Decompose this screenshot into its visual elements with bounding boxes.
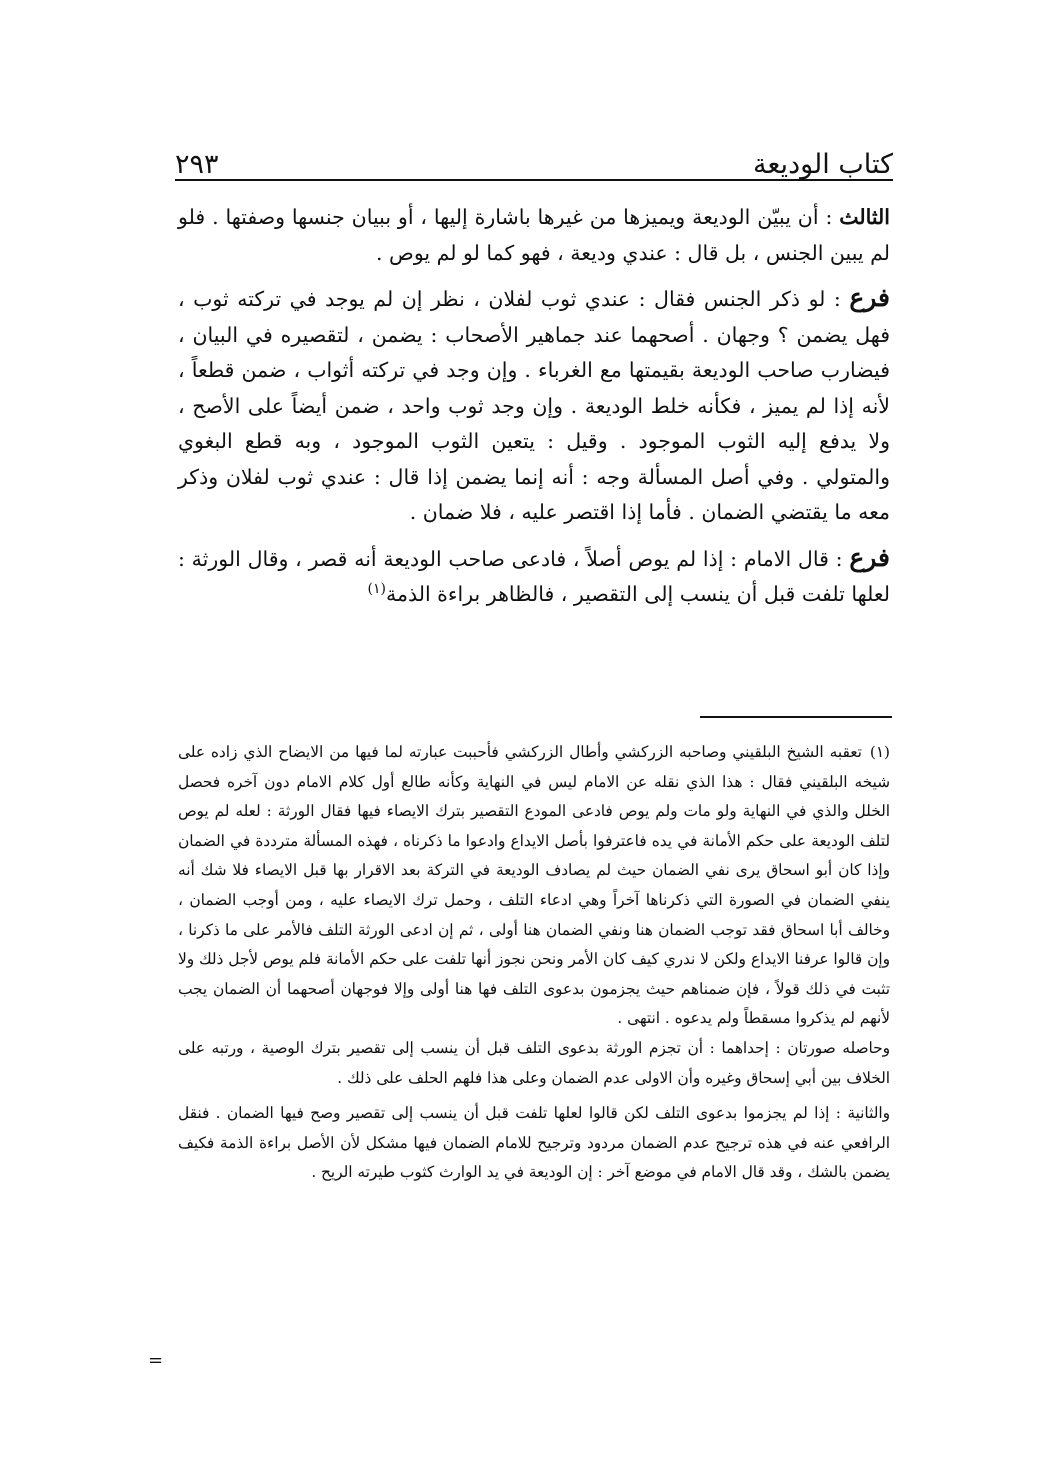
paragraph-text: : لو ذكر الجنس فقال : عندي ثوب لفلان ، نظر إن لم يوجد في تركته ثوب ، فهل يضمن ؟ وجهان . أصحهما عند جماهير الأصحاب : يضمن ، لتقصيره في البيان ، فيضارب صاحب الوديعة بقيمتها مع الغرباء . وإن وجد في تركته أثواب ، ضمن قطعاً ، لأنه إذا لم يميز ، فكأنه خلط الوديعة . وإن وجد ثوب واحد ، ضمن أيضاً على الأصح ، ولا يدفع إليه الثوب الموجود . وقيل : يتعين الثوب الموجود ، وبه قطع البغوي والمتولي . وفي أصل المسألة وجه : أنه إنما يضمن إذا قال : عندي ثوب لفلان وذكر معه ما يقتضي الضمان . فأما إذا اقتصر عليه ، فلا ضمان . <box>178 287 890 524</box>
header-rule <box>175 179 893 181</box>
paragraph-branch-2 <box>178 540 890 613</box>
paragraph-text: : أن يبيّن الوديعة ويميزها من غيرها باشارة إليها ، أو ببيان جنسها وصفتها . فلو لم يبين الجنس ، بل قال : عندي وديعة ، فهو كما لو لم يوص . <box>178 205 890 265</box>
footnote-text: وحاصله صورتان : إحداهما : أن تجزم الورثة بدعوى التلف قبل أن ينسب إلى تقصير بترك الوصية ، ورتبه على الخلاف بين أبي إسحاق وغيره وأن الاولى عدم الضمان وعلى هذا فلهم الحلف على ذلك . <box>178 1038 890 1087</box>
footnote-number: (١) <box>869 743 890 761</box>
page-header <box>175 138 893 178</box>
footnote-summary <box>178 1034 890 1093</box>
footnote-text: تعقبه الشيخ البلقيني وصاحبه الزركشي وأطال الزركشي فأحببت عبارته لما فيها من الايضاح الذي زاده على شيخه البلقيني فقال : هذا الذي نقله عن الامام ليس في النهاية وكأنه طالع أول كلام الامام دون آخره فحصل الخلل والذي في النهاية ولو مات ولم يوص فادعى المودع التقصير بترك الايصاء فيها فقال الورثة : لعله لم يوص لتلف الوديعة على حكم الأمانة في يده فاعترفوا بأصل الايداع وادعوا ما ذكرناه ، فهذه المسألة مترددة في الضمان وإذا كان أبو اسحاق يرى نفي الضمان حيث لم يصادف الوديعة في التركة بعد الاقرار بها قبل الايصاء فلا شك أنه ينفي الضمان في الصورة التي ذكرناها آخراً وهي ادعاء التلف ، وحمل ترك الايصاء عليه ، ومن أوجب الضمان ، وخالف أبا اسحاق فقد توجب الضمان هنا ونفي الضمان هنا أولى ، ثم إن ادعى الورثة التلف فالأمر على ما ذكرنا ، وإن قالوا عرفنا الايداع ولكن لا ندري كيف كان الأمر ونحن نجوز أنها تلفت على حكم الأمانة فلم يوص لأجل ذلك ولا تثبت في ذلك قولاً ، فإن ضمناهم حيث يجزمون بدعوى التلف فها هنا أولى وإلا فوجهان أصحهما أن الضمان يجب لأنهم لم يذكروا مسقطاً ولم يدعوه . انتهى . <box>178 743 890 1028</box>
running-title: كتاب الوديعة <box>753 149 893 180</box>
paragraph-branch-1 <box>178 280 890 531</box>
paragraph-lead: فرع <box>849 542 890 572</box>
footnote-rule <box>700 716 892 718</box>
page-number: ٢٩٣ <box>175 149 219 180</box>
footnotes <box>178 738 890 1188</box>
paragraph-lead: الثالث <box>839 205 890 229</box>
footnote-1 <box>178 738 890 1034</box>
margin-mark: = <box>148 1350 164 1371</box>
footnote-marker: (١) <box>367 581 386 598</box>
paragraph-lead: فرع <box>849 283 890 312</box>
main-text <box>178 200 890 613</box>
paragraph-text: : قال الامام : إذا لم يوص أصلاً ، فادعى صاحب الوديعة أنه قصر ، وقال الورثة : لعلها تلفت قبل أن ينسب إلى التقصير ، فالظاهر براءة الذمة <box>178 546 890 606</box>
footnote-text: والثانية : إذا لم يجزموا بدعوى التلف لكن قالوا لعلها تلفت قبل أن ينسب إلى تقصير وصح فيها الضمان . فنقل الرافعي عنه في هذه ترجيح عدم الضمان مردود وترجيح للامام الضمان فيها مشكل لأن الأصل براءة الذمة فكيف يضمن بالشك ، وقد قال الامام في موضع آخر : إن الوديعة في يد الوارث كثوب طيرته الريح . <box>178 1104 890 1182</box>
footnote-second-case <box>178 1099 890 1188</box>
paragraph-third-condition <box>178 200 890 271</box>
